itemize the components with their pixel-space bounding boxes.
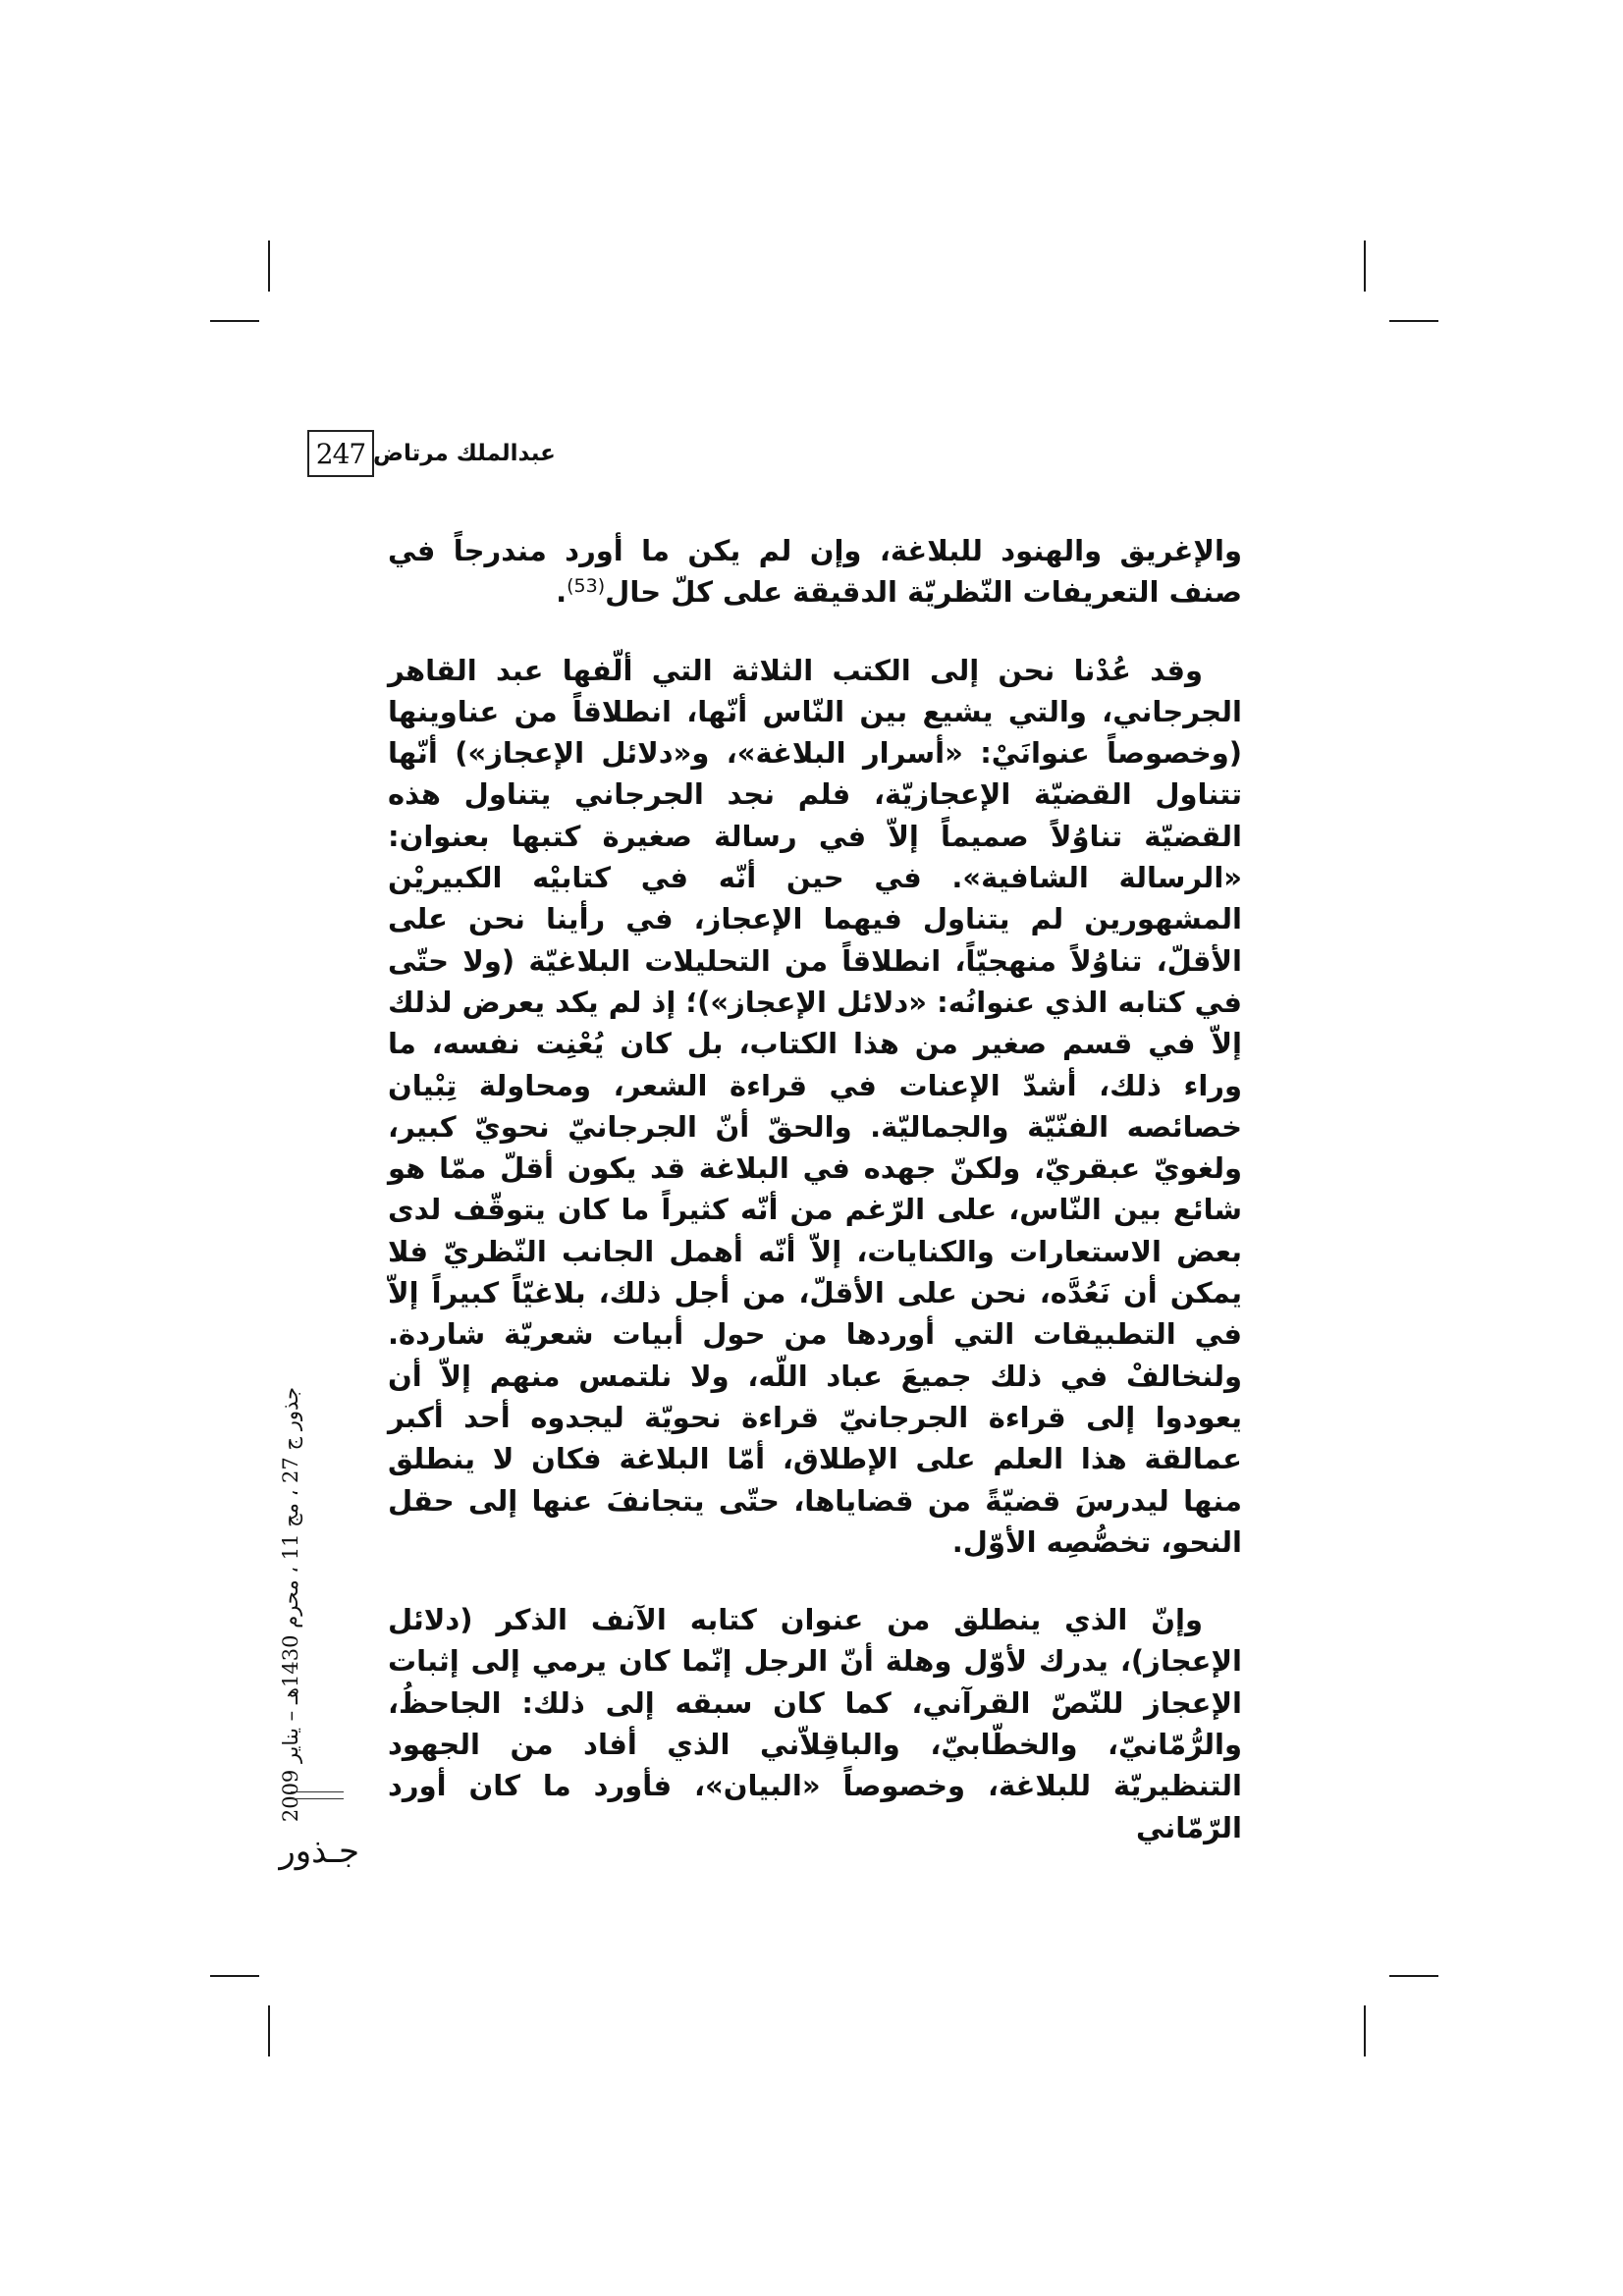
- paragraph: [388, 530, 1242, 614]
- page-number: 247: [307, 430, 374, 477]
- journal-citation: جذور ج 27 ، مج 11 ، محرم 1430هـ – يناير 2009: [279, 1387, 302, 1823]
- crop-mark: [210, 320, 259, 322]
- crop-mark: [1364, 240, 1366, 292]
- crop-mark: [268, 240, 270, 292]
- crop-mark: [268, 2005, 270, 2056]
- crop-mark: [1364, 2005, 1366, 2056]
- divider: [291, 1791, 344, 1799]
- journal-logo: جـذور: [279, 1832, 359, 1871]
- body-text: [388, 530, 1242, 1848]
- crop-mark: [1389, 1975, 1438, 1977]
- paragraph-end: .: [556, 575, 568, 610]
- crop-mark: [1389, 320, 1438, 322]
- running-header-author: عبدالملك مرتاض: [373, 441, 556, 466]
- paragraph-text: والإغريق والهنود للبلاغة، وإن لم يكن ما أورد مندرجاً في صنف التعريفات النّظريّة الدقيقة على كلّ حال: [388, 534, 1242, 610]
- paragraph: وقد عُدْنا نحن إلى الكتب الثلاثة التي ألّفها عبد القاهر الجرجاني، والتي يشيع بين النّاس أنّها، انطلاقاً من عناوينها (وخصوصاً عنوانَيْ: «أسرار البلاغة»، و«دلائل الإعجاز») أنّها تتناول القضيّة الإعجازيّة، فلم نجد الجرجاني يتناول هذه القضيّة تناوُلاً صميماً إلاّ في رسالة صغيرة كتبها بعنوان: «الرسالة الشافية». في حين أنّه في كتابيْه الكبيريْن المشهورين لم يتناول فيهما الإعجاز، في رأينا نحن على الأقلّ، تناوُلاً منهجيّاً، انطلاقاً من التحليلات البلاغيّة (ولا حتّى في كتابه الذي عنوانُه: «دلائل الإعجاز»)؛ إذ لم يكد يعرض لذلك إلاّ في قسم صغير من هذا الكتاب، بل كان يُعْنِت نفسه، ما وراء ذلك، أشدّ الإعنات في قراءة الشعر، ومحاولة تِبْيان خصائصه الفنّيّة والجماليّة. والحقّ أنّ الجرجانيّ نحويّ كبير، ولغويّ عبقريّ، ولكنّ جهده في البلاغة قد يكون أقلّ ممّا هو شائع بين النّاس، على الرّغم من أنّه كثيراً ما كان يتوقّف لدى بعض الاستعارات والكنايات، إلاّ أنّه أهمل الجانب النّظريّ فلا يمكن أن نَعُدَّه، نحن على الأقلّ، من أجل ذلك، بلاغيّاً كبيراً إلاّ في التطبيقات التي أوردها من حول أبيات شعريّة شاردة. ولنخالفْ في ذلك جميعَ عباد اللّه، ولا نلتمس منهم إلاّ أن يعودوا إلى قراءة الجرجانيّ قراءة نحويّة ليجدوه أحد أكبر عمالقة هذا العلم على الإطلاق، أمّا البلاغة فكان لا ينطلق منها ليدرسَ قضيّةً من قضاياها، حتّى يتجانفَ عنها إلى حقل النحو، تخصُّصِه الأوّل.: [388, 653, 1242, 1559]
- paragraph: وإنّ الذي ينطلق من عنوان كتابه الآنف الذكر (دلائل الإعجاز)، يدرك لأوّل وهلة أنّ الرجل إنّما كان يرمي إلى إثبات الإعجاز للنّصّ القرآني، كما كان سبقه إلى ذلك: الجاحظُ، والرُّمّانيّ، والخطّابيّ، والباقِلاّني الذي أفاد من الجهود التنظيريّة للبلاغة، وخصوصاً «البيان»، فأورد ما كان أورد الرّمّاني: [388, 1603, 1242, 1844]
- footnote-ref: (53): [567, 575, 606, 598]
- crop-mark: [210, 1975, 259, 1977]
